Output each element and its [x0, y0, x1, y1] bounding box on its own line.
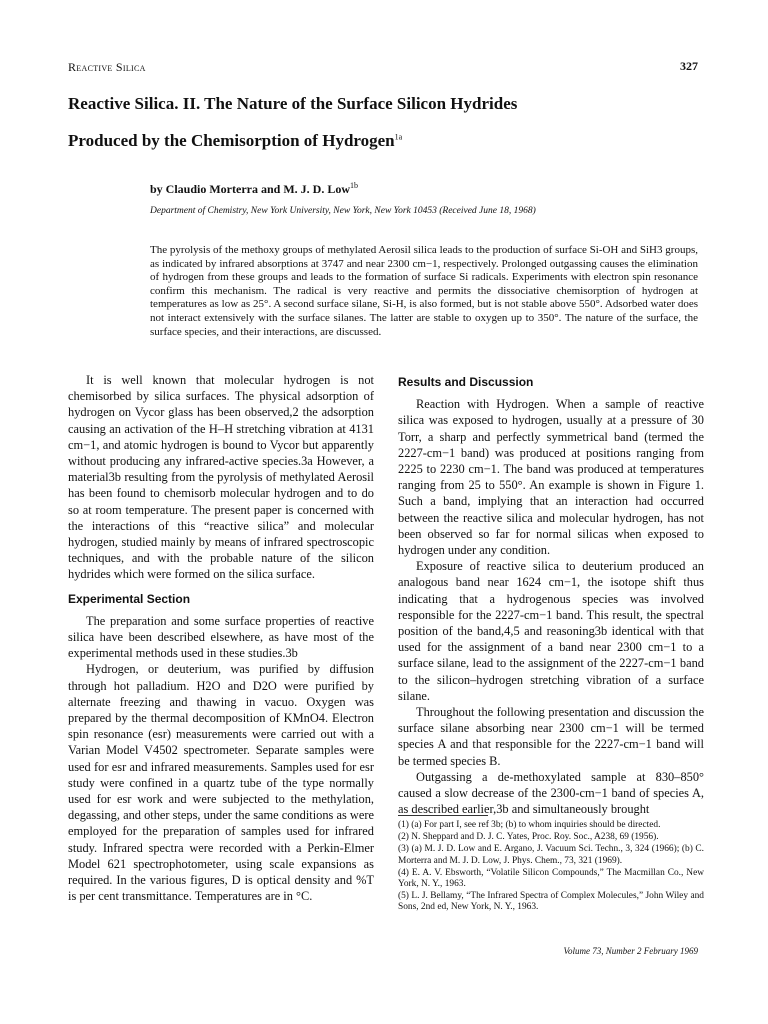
results-paragraph-1: Reaction with Hydrogen. When a sample of reactive silica was exposed to hydrogen, usually at a pressure of 30 Torr, a sharp and perfectly symmetrical band (termed the 2227-cm−1 band) was produced at positions ranging from 2225 to 2230 cm−1. The band was produced at temperatures ranging from 25 to 550°. An example is shown in Figure 1. Such a band, implying that an interaction had occurred between the reactive silica and molecular hydrogen, has not been observed so far for normal silicas when exposed to hydrogen under any condition. [398, 397, 704, 558]
abstract: The pyrolysis of the methoxy groups of methylated Aerosil silica leads to the production of surface Si-OH and SiH3 groups, as indicated by infrared absorptions at 3747 and near 2300 cm−1, respectively. Prolonged outgassing causes the elimination of hydrogen from these groups and leads to the formation of surface Si radicals. Experiments with electron spin resonance confirm this mechanism. The radical is very reactive and permits the dissociative chemisorption of hydrogen at temperatures as low as 25°. A second surface silane, Si-H, is also formed, but is not stable above 550°. Adsorbed water does not interact extensively with the surface silanes. The latter are stable to oxygen up to 350°. The nature of the surface, the surface species, and their interactions, are discussed. [150, 244, 698, 338]
experimental-paragraph-2: Hydrogen, or deuterium, was purified by diffusion through hot palladium. H2O and D2O were purified by alternate freezing and thawing in vacuo. Oxygen was prepared by the thermal decomposition of KMnO4. Electron spin resonance (esr) measurements were carried out with a Varian Model V4502 spectrometer. Separate samples were used for esr and infrared measurements. Samples used for esr study were confined in a quartz tube of the type normally used for esr work and were subjected to the methylation, degassing, and other steps, under the same conditions as were employed for the preparation of samples used for infrared study. Infrared spectra were recorded with a Perkin-Elmer Model 621 spectrophotometer, using scale expansions as required. In the various figures, D is optical density and %T is per cent transmittance. Temperatures are in °C. [68, 662, 374, 904]
footnotes [398, 815, 704, 915]
article-title-line-1: Reactive Silica. II. The Nature of the Surface Silicon Hydrides [68, 94, 518, 113]
article-title-line-2: Produced by the Chemisorption of Hydrogen$^{1a}$ [68, 131, 403, 150]
footnote-rule [398, 815, 488, 816]
results-heading: Results and Discussion [398, 375, 534, 389]
footnote: (1) (a) For part I, see ref 3b; (b) to whom inquiries should be directed. [398, 820, 661, 830]
footnote: (3) (a) M. J. D. Low and E. Argano, J. Vacuum Sci. Techn., 3, 324 (1966); (b) C. Morterra and M. J. D. Low, J. Phys. Chem., 73, 321 (1969). [398, 844, 704, 866]
left-column [68, 372, 374, 905]
right-column [398, 372, 704, 817]
author-footnote-marker: 1b [350, 181, 358, 190]
introduction-paragraph: It is well known that molecular hydrogen is not chemisorbed by silica surfaces. The physical adsorption of hydrogen on Vycor glass has been observed,2 the adsorption causing an activation of the H–H stretching vibration at 4131 cm−1, and atomic hydrogen is bound to Vycor but apparently without producing any infrared-active species.3a However, a material3b resulting from the pyrolysis of methylated Aerosil has been found to chemisorb molecular hydrogen and to do so at room temperature. The present paper is concerned with the interactions of this “reactive silica” and molecular hydrogen, studied mainly by means of infrared spectroscopic techniques, and with the probable nature of the silicon hydrides which were formed on the silica surface. [68, 373, 374, 582]
title-footnote-marker: 1a [394, 132, 403, 142]
author-affiliation: Department of Chemistry, New York University, New York, New York 10453 (Received June 18, 1968) [150, 206, 536, 216]
results-paragraph-2: Exposure of reactive silica to deuterium produced an analogous band near 1624 cm−1, the isotope shift thus indicating that a hydrogenous species was involved responsible for the 2227-cm−1 band. This result, the spectral position of the band,4,5 and reasoning3b identical with that used for the assignment of a band near 2300 cm−1 to a surface silane, lead to the assignment of the 2227-cm−1 band to the silicon–hydrogen stretching vibration of a surface silane. [398, 559, 704, 703]
results-paragraph-4: Outgassing a de-methoxylated sample at 830–850° caused a slow decrease of the 2300-cm−1 band of species A, as described earlier,3b and simultaneously brought [398, 769, 704, 817]
page-number: 327 [680, 59, 698, 73]
footnote: (5) L. J. Bellamy, “The Infrared Spectra of Complex Molecules,” John Wiley and Sons, 2nd ed, New York, N. Y., 1963. [398, 891, 704, 913]
footnote: (4) E. A. V. Ebsworth, “Volatile Silicon Compounds,” The Macmillan Co., New York, N. Y., 1963. [398, 867, 704, 890]
footnote: (2) N. Sheppard and D. J. C. Yates, Proc. Roy. Soc., A238, 69 (1956). [398, 832, 659, 843]
results-paragraph-3: Throughout the following presentation and discussion the surface silane absorbing near 2300 cm−1 will be termed species A and that responsible for the 2227-cm−1 band will be termed species B. [398, 705, 704, 768]
author-byline: by Claudio Morterra and M. J. D. Low$^{1b}$ [150, 181, 358, 196]
running-head: Reactive Silica [68, 60, 146, 74]
experimental-heading: Experimental Section [68, 591, 191, 606]
experimental-paragraph-1: The preparation and some surface properties of reactive silica have been described elsewhere, as have most of the experimental methods used in these studies.3b [68, 613, 374, 661]
journal-issue-line: Volume 73, Number 2 February 1969 [563, 946, 698, 956]
